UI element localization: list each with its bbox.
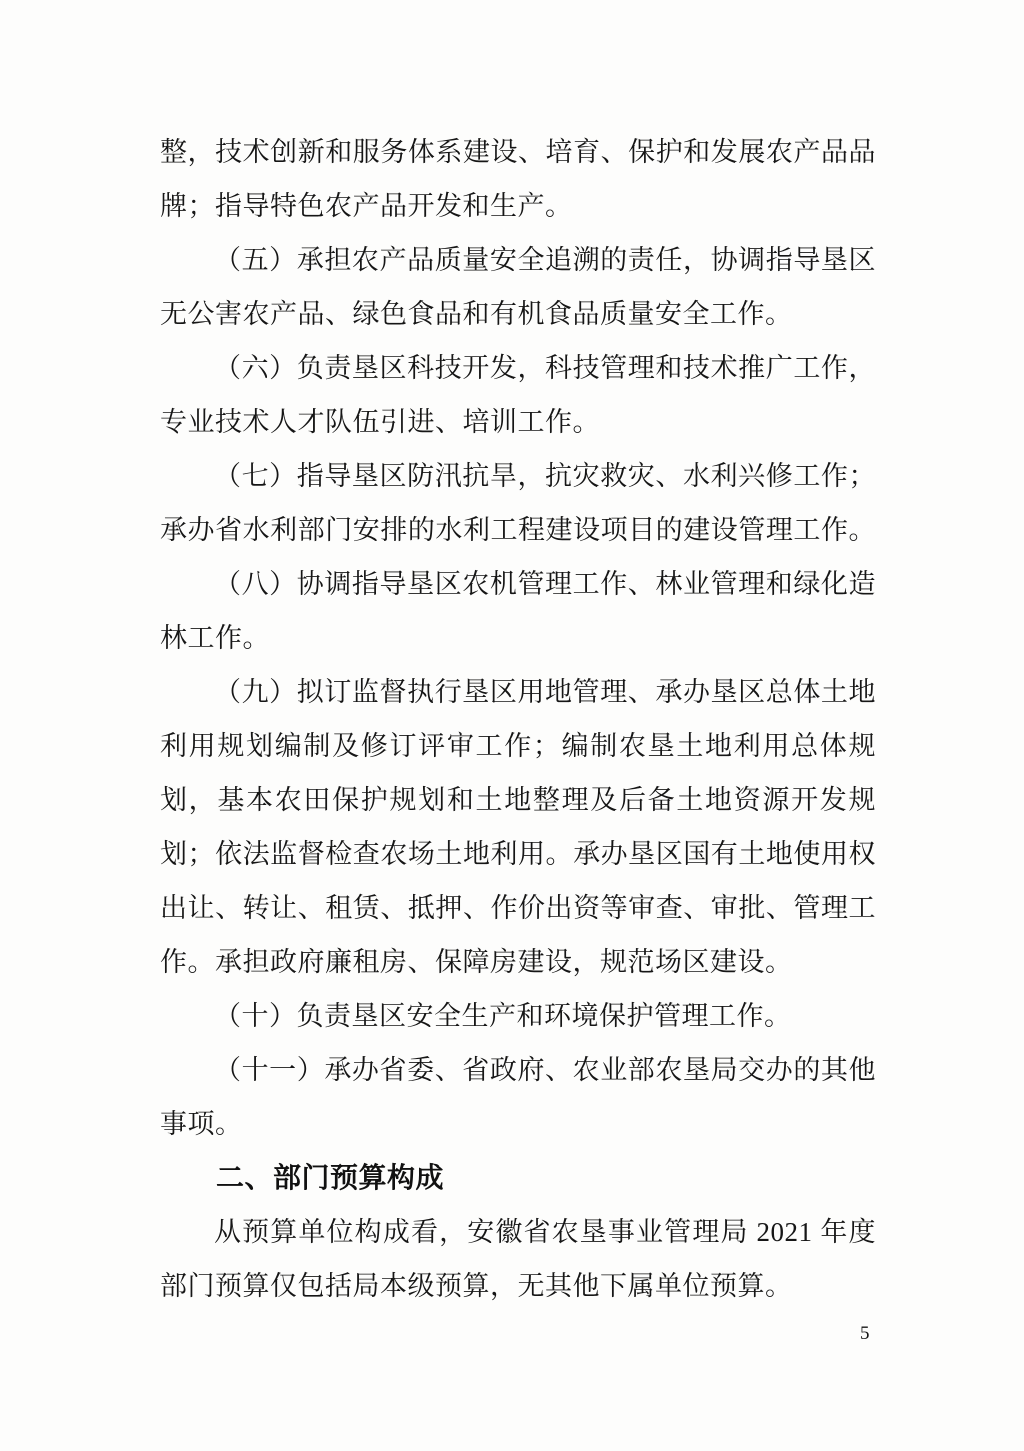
text-line: 专业技术人才队伍引进、培训工作。	[160, 407, 600, 437]
text-line: （八）协调指导垦区农机管理工作、林业管理和绿化造	[214, 569, 876, 599]
text-line: 无公害农产品、绿色食品和有机食品质量安全工作。	[160, 299, 793, 329]
text-line: （十）负责垦区安全生产和环境保护管理工作。	[214, 1001, 792, 1031]
text-line: 划；依法监督检查农场土地利用。承办垦区国有土地使用权	[160, 839, 876, 869]
text-line: （五）承担农产品质量安全追溯的责任，协调指导垦区	[214, 245, 876, 275]
text-line: （十一）承办省委、省政府、农业部农垦局交办的其他	[214, 1055, 876, 1085]
text-line: 划，基本农田保护规划和土地整理及后备土地资源开发规	[160, 785, 876, 815]
text-line: 林工作。	[160, 623, 270, 653]
page-number: 5	[860, 1323, 870, 1344]
text-line: （七）指导垦区防汛抗旱，抗灾救灾、水利兴修工作；	[214, 461, 876, 491]
text-line: 出让、转让、租赁、抵押、作价出资等审查、审批、管理工	[160, 893, 876, 923]
text-line: （六）负责垦区科技开发，科技管理和技术推广工作，	[214, 353, 876, 383]
text-line: 作。承担政府廉租房、保障房建设，规范场区建设。	[160, 947, 793, 977]
text-line: 部门预算仅包括局本级预算，无其他下属单位预算。	[160, 1271, 793, 1301]
text-line: 整，技术创新和服务体系建设、培育、保护和发展农产品品	[160, 137, 876, 167]
section-heading: 二、部门预算构成	[216, 1162, 445, 1193]
text-line: 承办省水利部门安排的水利工程建设项目的建设管理工作。	[160, 515, 876, 545]
text-line: 牌；指导特色农产品开发和生产。	[160, 191, 573, 221]
text-block	[160, 125, 876, 1313]
text-line: 事项。	[160, 1109, 243, 1139]
text-line: 利用规划编制及修订评审工作；编制农垦土地利用总体规	[160, 731, 876, 761]
text-line: （九）拟订监督执行垦区用地管理、承办垦区总体土地	[214, 677, 876, 707]
text-line: 从预算单位构成看，安徽省农垦事业管理局 2021 年度	[214, 1217, 876, 1247]
